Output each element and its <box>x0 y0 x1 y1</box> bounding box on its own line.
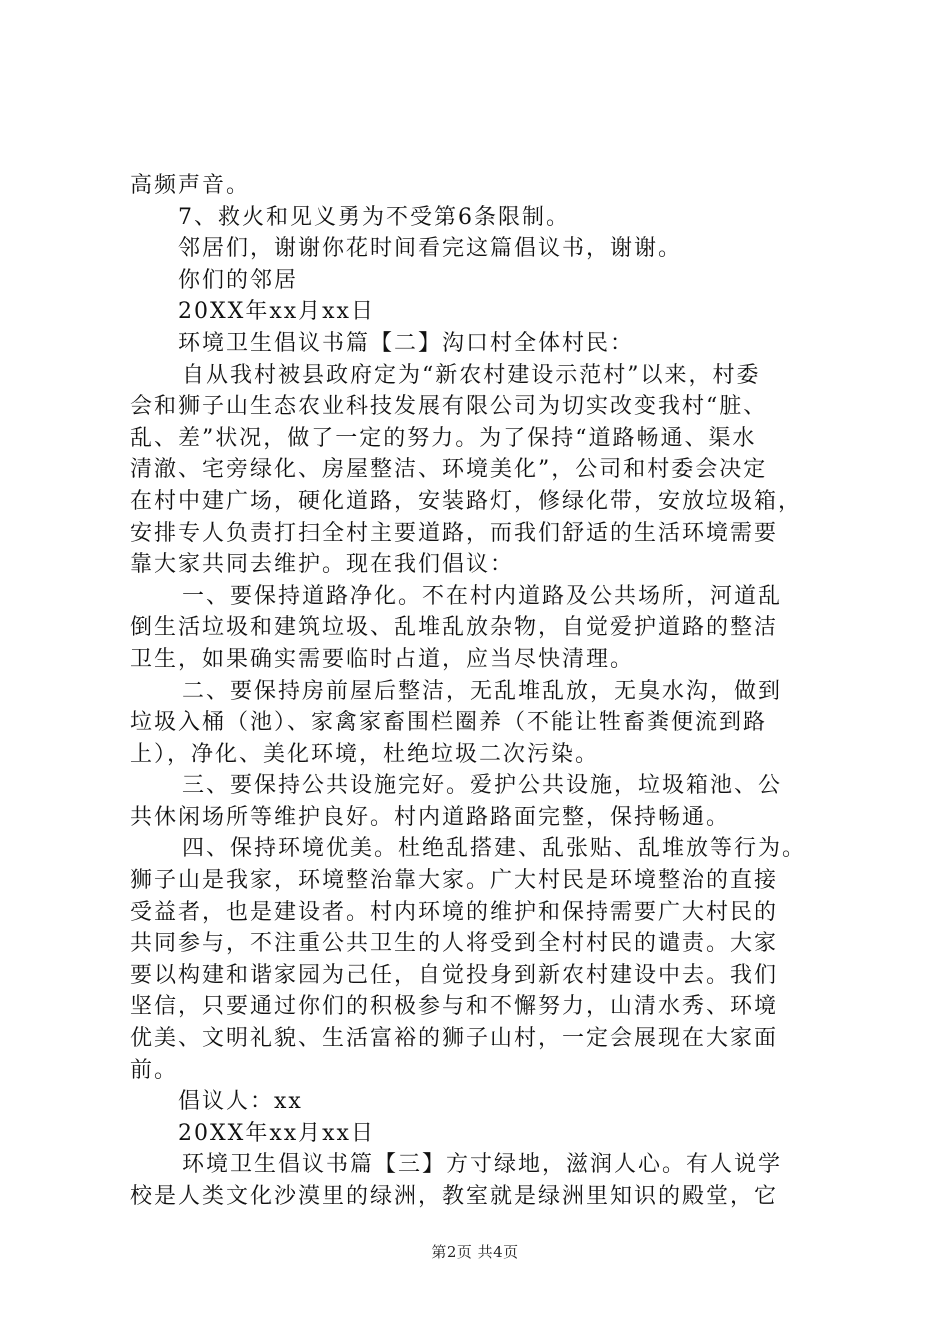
text-line: 前。 <box>130 1057 179 1083</box>
text-line: 狮子山是我家，环境整治靠大家。广大村民是环境整治的直接 <box>130 868 779 894</box>
text-line: 共休闲场所等维护良好。村内道路路面完整，保持畅通。 <box>130 804 731 830</box>
text-line: 三、要保持公共设施完好。爱护公共设施，垃圾箱池、公 <box>182 773 783 799</box>
document-body <box>130 170 830 1213</box>
text-line: 环境卫生倡议书篇【三】方寸绿地，滋润人心。有人说学 <box>182 1152 783 1178</box>
text-line: 校是人类文化沙漠里的绿洲，教室就是绿洲里知识的殿堂，它 <box>130 1184 779 1209</box>
text-line: 一、要保持道路净化。不在村内道路及公共场所，河道乱 <box>182 583 783 609</box>
text-line: 你们的邻居 <box>178 267 299 293</box>
text-line: 清澈、宅旁绿化、房屋整洁、环境美化”，公司和村委会决定 <box>130 457 768 483</box>
text-line: 垃圾入桶（池）、家禽家畜围栏圈养（不能让牲畜粪便流到路 <box>130 710 768 736</box>
text-line: 倡议人：xx <box>178 1089 303 1115</box>
text-line: 在村中建广场，硬化道路，安装路灯，修绿化带，安放垃圾箱， <box>130 488 803 514</box>
text-line: 坚信，只要通过你们的积极参与和不懈努力，山清水秀、环境 <box>130 994 779 1020</box>
text-line: 要以构建和谐家园为己任，自觉投身到新农村建设中去。我们 <box>130 962 779 988</box>
text-line: 环境卫生倡议书篇【二】沟口村全体村民： <box>178 330 635 356</box>
text-line: 卫生，如果确实需要临时占道，应当尽快清理。 <box>130 646 635 672</box>
text-line: 四、保持环境优美。杜绝乱搭建、乱张贴、乱堆放等行为。 <box>182 836 807 862</box>
text-line: 靠大家共同去维护。现在我们倡议： <box>130 552 515 578</box>
text-line: 二、要保持房前屋后整洁，无乱堆乱放，无臭水沟，做到 <box>182 678 783 704</box>
text-line: 乱、差”状况，做了一定的努力。为了保持“道路畅通、渠水 <box>130 425 757 451</box>
text-line: 受益者，也是建设者。村内环境的维护和保持需要广大村民的 <box>130 899 779 925</box>
text-line: 上），净化、美化环境，杜绝垃圾二次污染。 <box>130 741 600 767</box>
text-line: 共同参与，不注重公共卫生的人将受到全村村民的谴责。大家 <box>130 931 779 957</box>
text-line: 高频声音。 <box>130 173 251 198</box>
text-line: 20XX年xx月xx日 <box>178 299 375 325</box>
text-line: 倒生活垃圾和建筑垃圾、乱堆乱放杂物，自觉爱护道路的整洁 <box>130 615 779 641</box>
text-line: 自从我村被县政府定为“新农村建设示范村”以来，村委 <box>182 362 761 388</box>
text-line: 会和狮子山生态农业科技发展有限公司为切实改变我村“脏、 <box>130 394 768 420</box>
text-line: 优美、文明礼貌、生活富裕的狮子山村，一定会展现在大家面 <box>130 1026 779 1052</box>
text-line: 20XX年xx月xx日 <box>178 1120 375 1146</box>
text-line: 邻居们，谢谢你花时间看完这篇倡议书，谢谢。 <box>178 236 683 262</box>
text-line: 安排专人负责打扫全村主要道路，而我们舒适的生活环境需要 <box>130 520 779 546</box>
page-footer: 第2页 共4页 <box>431 1243 519 1261</box>
text-line: 7、救火和见义勇为不受第6条限制。 <box>178 204 570 230</box>
